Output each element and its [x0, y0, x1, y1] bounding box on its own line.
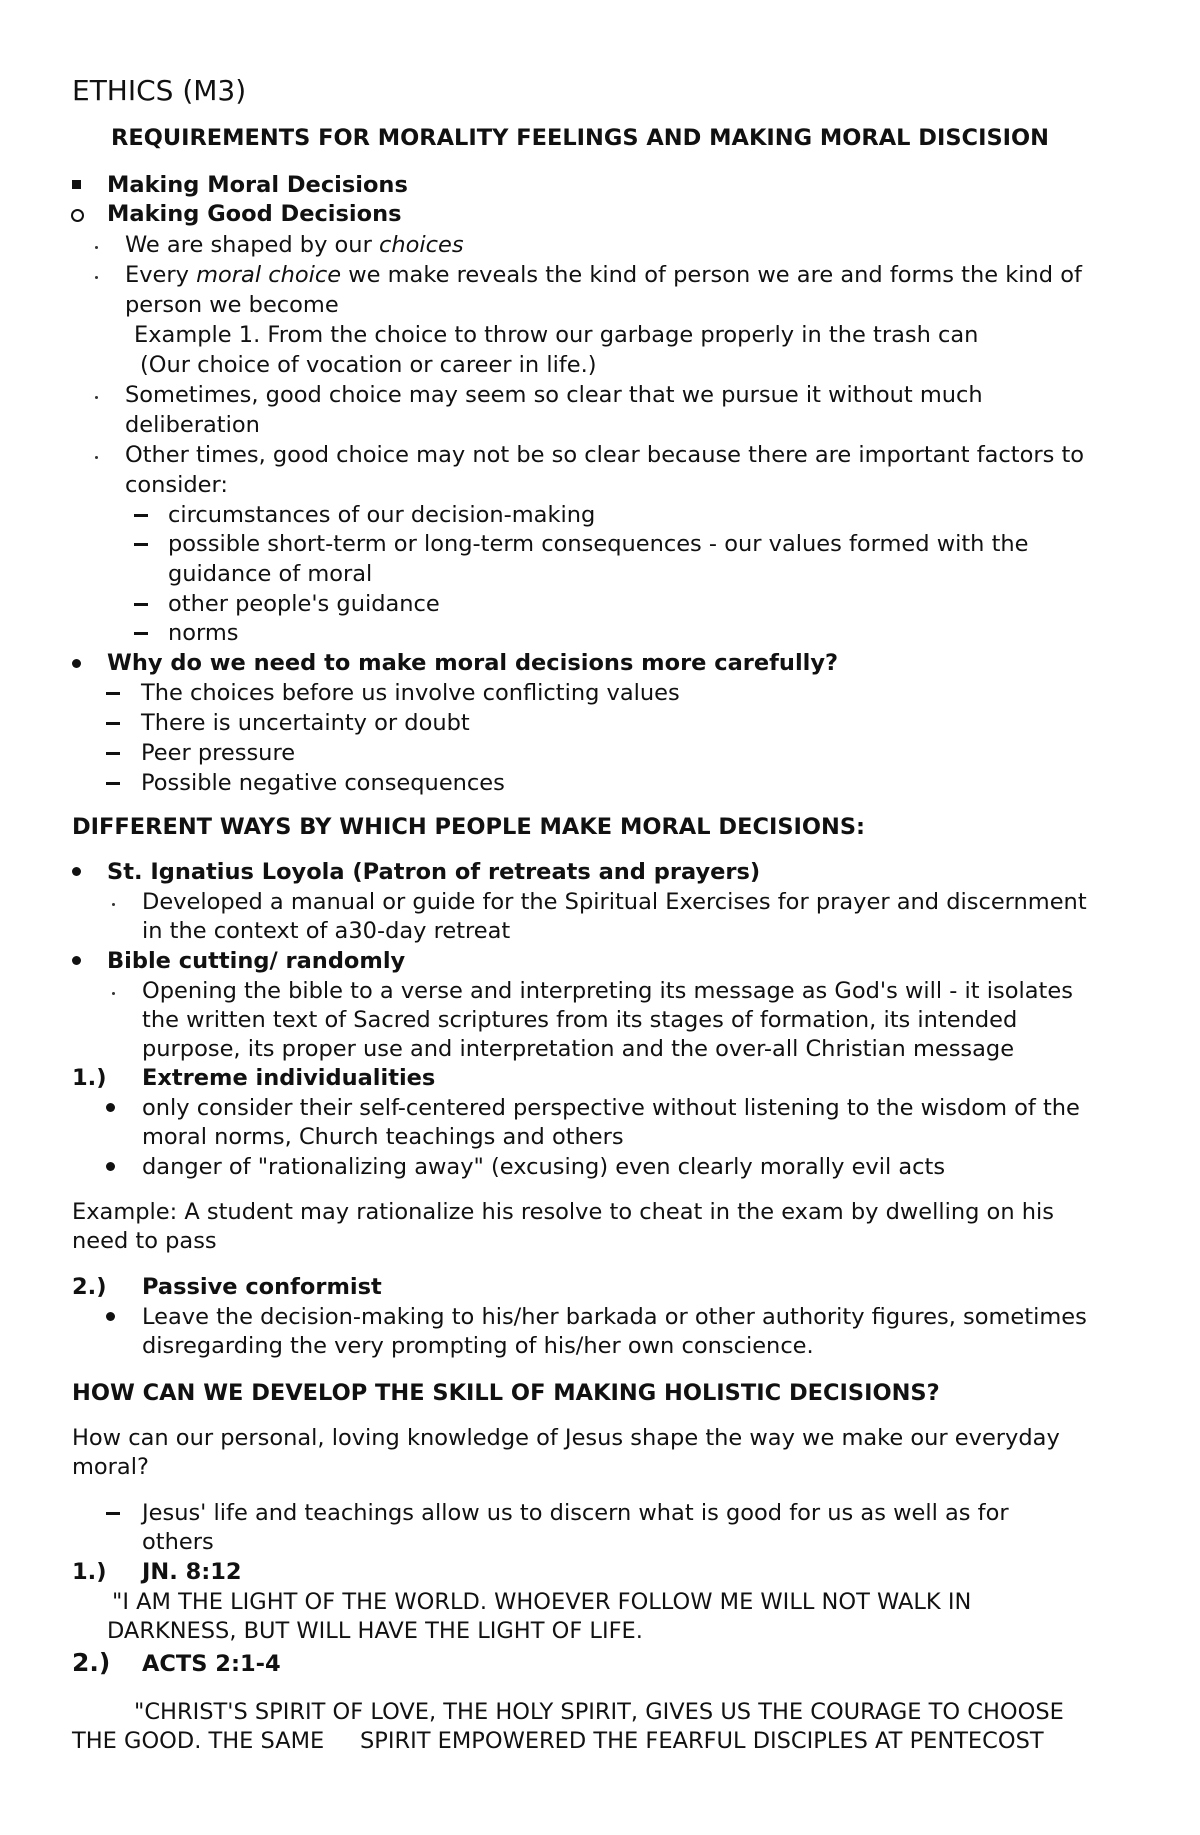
reason-negative-consequences: Possible negative consequences: [141, 770, 505, 796]
number-label-2: 2.): [72, 1648, 111, 1677]
middle-dot-bullet-icon: [95, 396, 98, 399]
passive-point: Leave the decision-making to his/her barkada or other authority figures, sometimes: [142, 1304, 1087, 1330]
middle-dot-bullet-icon: [112, 992, 115, 995]
round-bullet-icon: [106, 1103, 115, 1112]
point-moral-choice-cont: person we become: [125, 292, 339, 318]
round-bullet-icon: [72, 956, 81, 965]
scripture-quote-acts-cont: THE GOOD. THE SAME SPIRIT EMPOWERED THE FEARFUL DISCIPLES AT PENTECOST: [72, 1728, 1044, 1754]
point-text: We are shaped by our: [125, 232, 379, 258]
middle-dot-bullet-icon: [95, 246, 98, 249]
reason-uncertainty: There is uncertainty or doubt: [141, 710, 470, 736]
document-title: ETHICS (M3): [72, 74, 247, 107]
section-heading-holistic: HOW CAN WE DEVELOP THE SKILL OF MAKING HOLISTIC DECISIONS?: [72, 1380, 940, 1406]
number-label-2: 2.): [72, 1274, 107, 1300]
reason-conflicting-values: The choices before us involve conflicting values: [141, 680, 680, 706]
extreme-point-1: only consider their self-centered perspective without listening to the wisdom of the: [142, 1095, 1080, 1121]
example-cheat: Example: A student may rationalize his resolve to cheat in the exam by dwelling on his: [72, 1199, 1054, 1225]
round-bullet-icon: [72, 659, 81, 668]
bible-desc-2: the written text of Sacred scriptures from its stages of formation, its intended: [142, 1007, 1018, 1033]
extreme-point-2: danger of "rationalizing away" (excusing) even clearly morally evil acts: [142, 1154, 946, 1180]
round-bullet-icon: [106, 1312, 115, 1321]
extreme-point-1-cont: moral norms, Church teachings and others: [142, 1124, 624, 1150]
dash-bullet-icon: [134, 543, 148, 546]
ignatius-desc: Developed a manual or guide for the Spiritual Exercises for prayer and discernment: [142, 889, 1087, 915]
dash-bullet-icon: [106, 1512, 120, 1515]
bullet-ignatius-loyola: St. Ignatius Loyola (Patron of retreats and prayers): [107, 859, 761, 885]
question-jesus: How can our personal, loving knowledge of Jesus shape the way we make our everyday: [72, 1425, 1060, 1451]
factor-guidance: other people's guidance: [168, 591, 440, 617]
point-sometimes-cont: deliberation: [125, 412, 260, 438]
middle-dot-bullet-icon: [95, 456, 98, 459]
passive-point-cont: disregarding the very prompting of his/her own conscience.: [142, 1333, 814, 1359]
example-line-2: (Our choice of vocation or career in life.): [140, 352, 597, 378]
question-why-careful: Why do we need to make moral decisions more carefully?: [107, 650, 839, 676]
emphasis-text: choices: [378, 232, 464, 258]
factor-consequences: possible short-term or long-term consequences - our values formed with the: [168, 531, 1029, 557]
dash-bullet-icon: [106, 782, 120, 785]
bullet-bible-cutting: Bible cutting/ randomly: [107, 948, 406, 974]
section-heading-different-ways: DIFFERENT WAYS BY WHICH PEOPLE MAKE MORAL DECISIONS:: [72, 814, 866, 840]
scripture-quote-acts: "CHRIST'S SPIRIT OF LOVE, THE HOLY SPIRIT, GIVES US THE COURAGE TO CHOOSE: [134, 1699, 1064, 1725]
ignatius-desc-cont: in the context of a30-day retreat: [142, 918, 511, 944]
emphasis-text: moral choice: [196, 262, 342, 288]
scripture-reference-jn: JN. 8:12: [142, 1559, 242, 1585]
circle-bullet-icon: [71, 209, 84, 222]
point-moral-choice: [125, 260, 1082, 290]
bible-desc-1: Opening the bible to a verse and interpreting its message as God's will - it isolates: [142, 978, 1073, 1004]
bullet-passive-conformist: Passive conformist: [142, 1274, 382, 1300]
bullet-extreme-individualities: Extreme individualities: [142, 1065, 436, 1091]
point-sometimes: Sometimes, good choice may seem so clear that we pursue it without much: [125, 382, 983, 408]
question-jesus-cont: moral?: [72, 1454, 149, 1480]
point-shaped-by-choices: [125, 230, 464, 260]
point-jesus-life-cont: others: [142, 1529, 214, 1555]
dash-bullet-icon: [134, 603, 148, 606]
dash-bullet-icon: [106, 752, 120, 755]
round-bullet-icon: [106, 1162, 115, 1171]
scripture-quote-jn-cont: DARKNESS, BUT WILL HAVE THE LIGHT OF LIFE.: [107, 1618, 643, 1644]
bullet-making-moral-decisions: Making Moral Decisions: [107, 172, 408, 198]
example-cheat-cont: need to pass: [72, 1228, 217, 1254]
round-bullet-icon: [72, 867, 81, 876]
bible-desc-3: purpose, its proper use and interpretation and the over-all Christian message: [142, 1036, 1015, 1062]
example-line-1: Example 1. From the choice to throw our garbage properly in the trash can: [134, 322, 979, 348]
factor-norms: norms: [168, 620, 239, 646]
dash-bullet-icon: [134, 514, 148, 517]
point-other-times: Other times, good choice may not be so clear because there are important factors to: [125, 442, 1085, 468]
factor-consequences-cont: guidance of moral: [168, 561, 373, 587]
bullet-making-good-decisions: Making Good Decisions: [107, 201, 402, 227]
number-label-1: 1.): [72, 1559, 107, 1585]
factor-circumstances: circumstances of our decision-making: [168, 502, 596, 528]
point-jesus-life: Jesus' life and teachings allow us to discern what is good for us as well as for: [142, 1500, 1009, 1526]
number-label-1: 1.): [72, 1065, 107, 1091]
point-text: we make reveals the kind of person we are and forms the kind of: [341, 262, 1082, 288]
section-heading-requirements: REQUIREMENTS FOR MORALITY FEELINGS AND MAKING MORAL DISCISION: [111, 125, 1049, 151]
middle-dot-bullet-icon: [112, 903, 115, 906]
scripture-quote-jn: "I AM THE LIGHT OF THE WORLD. WHOEVER FOLLOW ME WILL NOT WALK IN: [112, 1589, 972, 1615]
dash-bullet-icon: [134, 632, 148, 635]
middle-dot-bullet-icon: [95, 276, 98, 279]
point-text: Every: [125, 262, 197, 288]
reason-peer-pressure: Peer pressure: [141, 740, 296, 766]
scripture-reference-acts: ACTS 2:1-4: [142, 1651, 281, 1677]
dash-bullet-icon: [106, 722, 120, 725]
point-other-times-cont: consider:: [125, 472, 228, 498]
square-bullet-icon: [72, 180, 81, 189]
dash-bullet-icon: [106, 692, 120, 695]
